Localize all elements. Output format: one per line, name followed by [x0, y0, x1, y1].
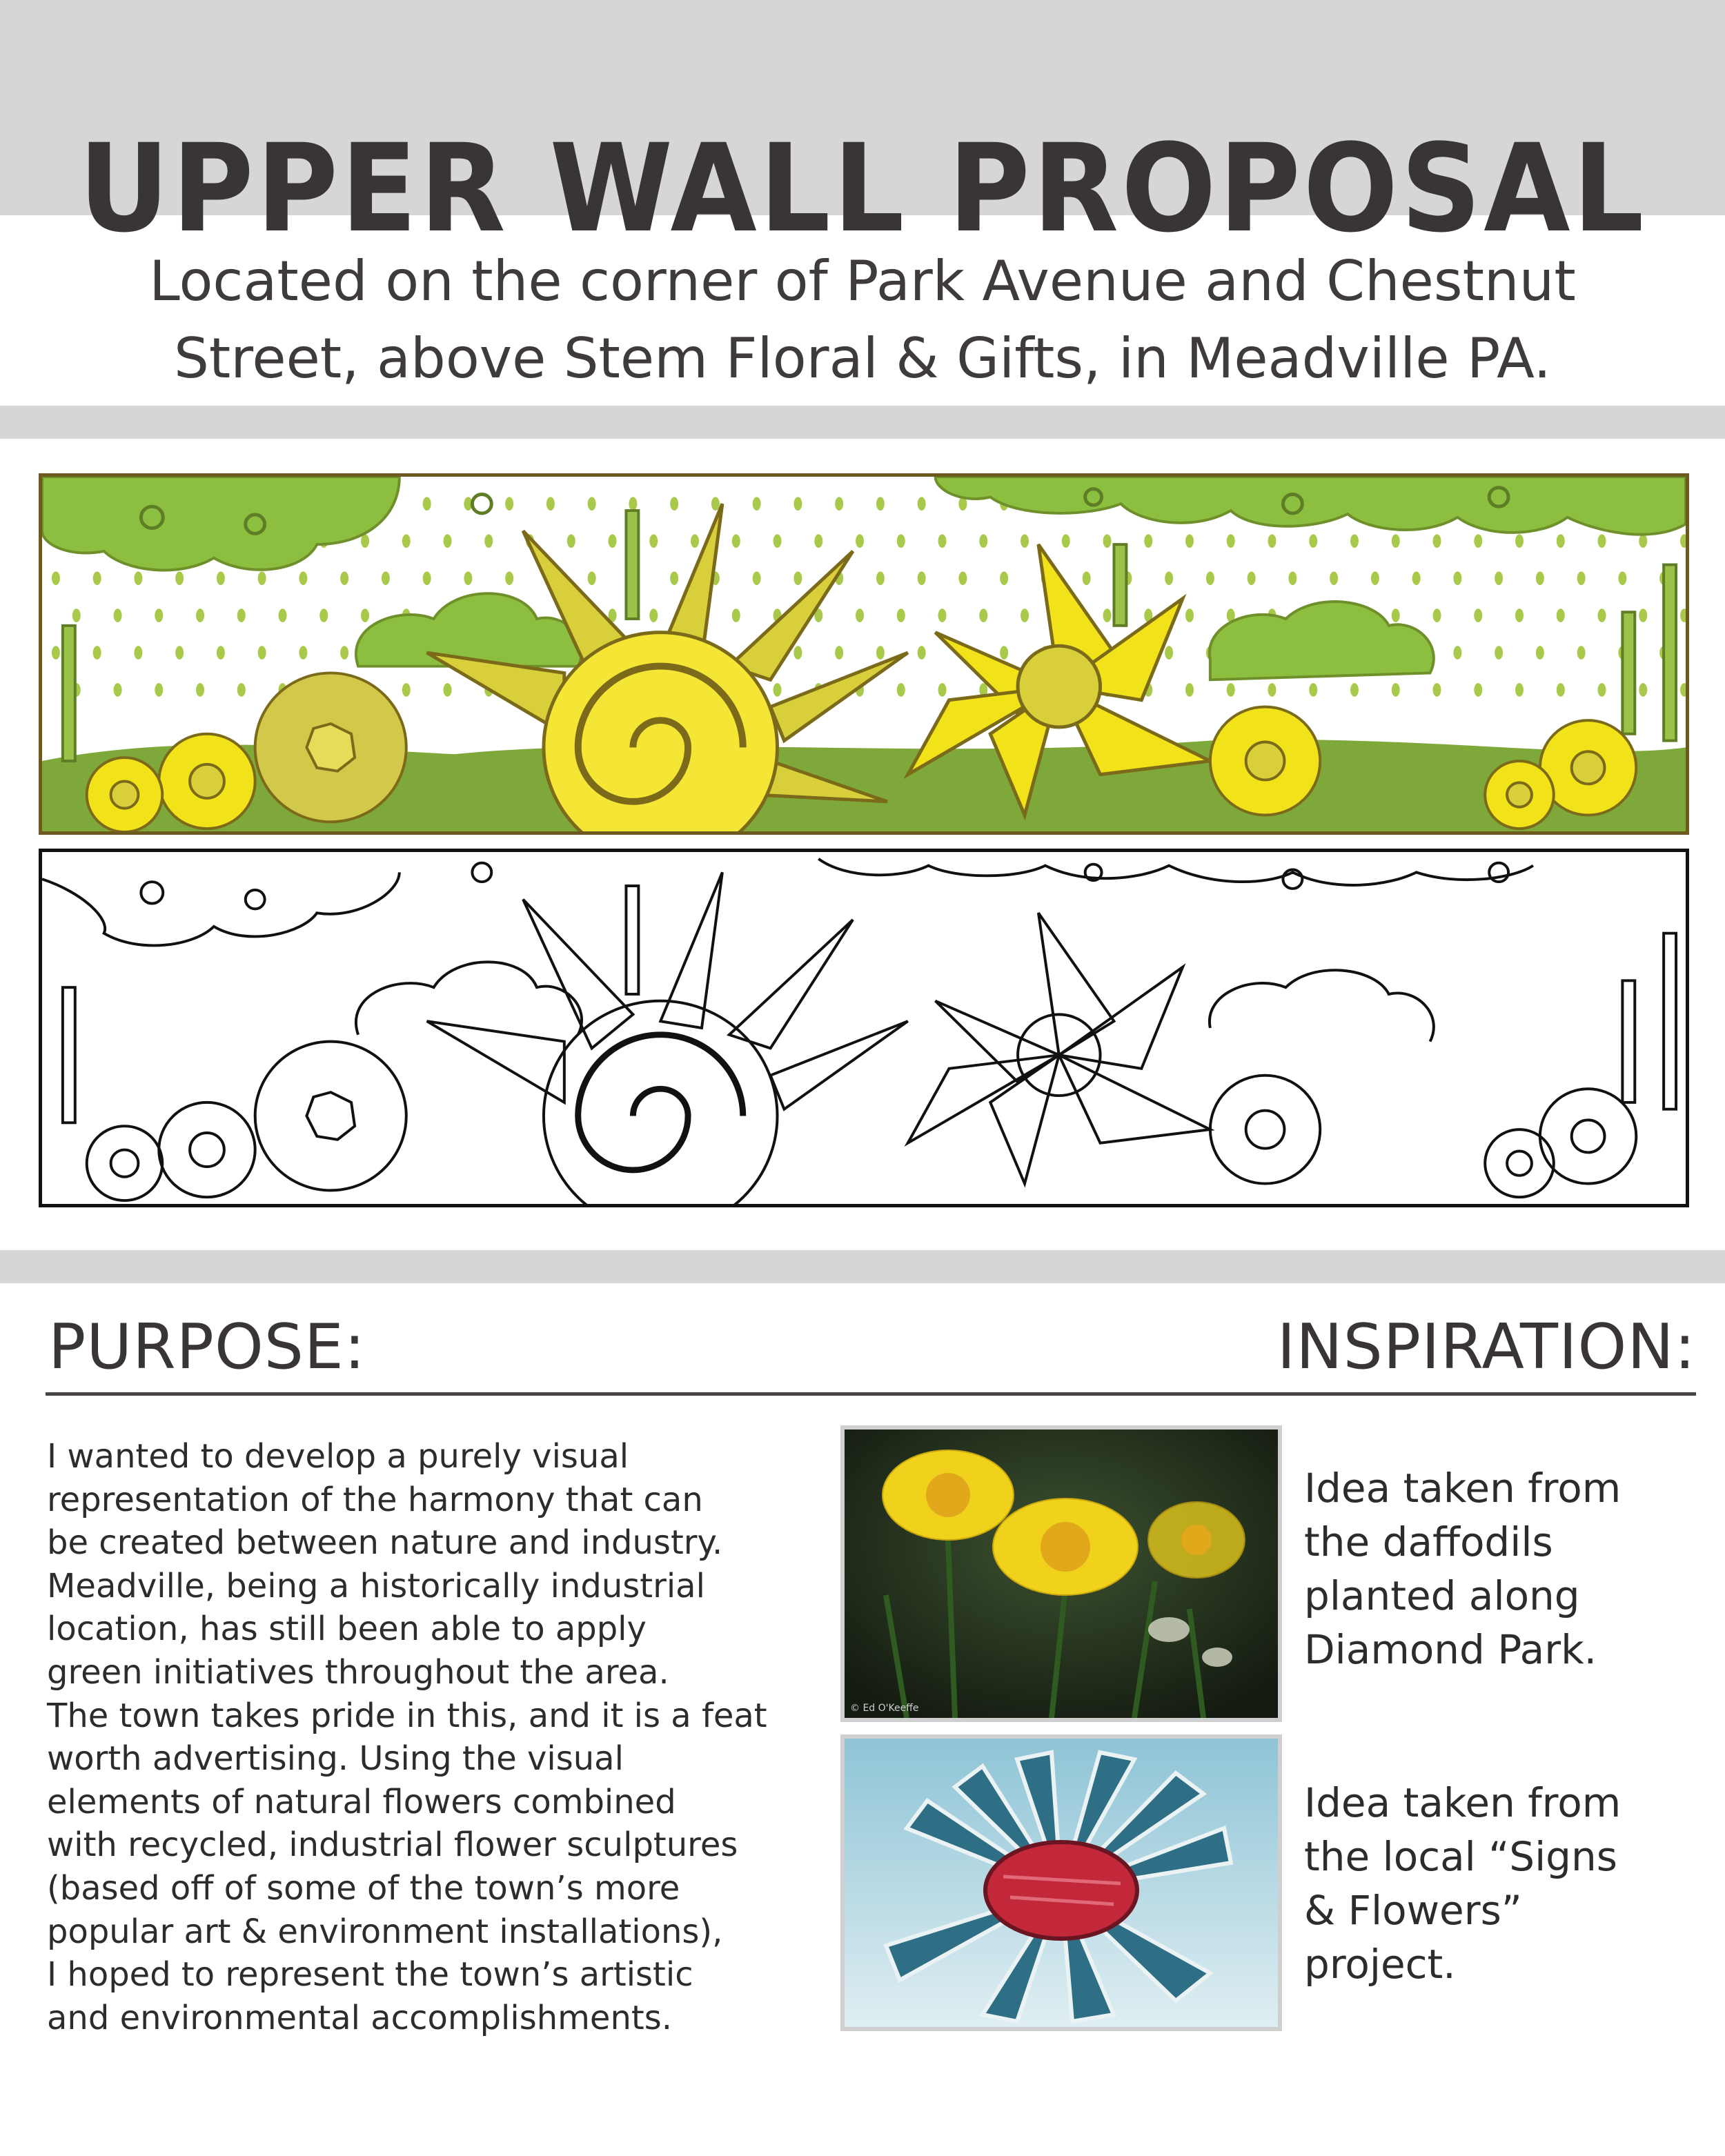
purpose-paragraph: I wanted to develop a purely visual representation of the harmony that can be created between nature and industry. Meadville, being a historically industrial location, has still been able to apply green initiatives throughout the area. The town takes pride in this, and it is a feat worth advertising. Using the visual elements of natural flowers combined with recycled, industrial flower sculptures (based off of some of the town’s more popular art & environment installations), I hoped to represent the town’s artistic and environmental accomplishments.	[47, 1437, 767, 2037]
rain-drop	[237, 609, 246, 622]
rain-drop	[938, 683, 947, 697]
rain-drop	[691, 534, 699, 548]
rain-drop	[1185, 609, 1194, 622]
rain-drop	[155, 609, 163, 622]
rain-drop	[1185, 683, 1194, 697]
rain-drop	[505, 497, 513, 511]
location-text: Located on the corner of Park Avenue and Chestnut Street, above Stem Floral & Gifts, in Meadville PA.	[149, 249, 1576, 390]
rain-drop	[670, 571, 678, 585]
rain-drop	[175, 646, 184, 660]
rain-drop	[402, 534, 411, 548]
rain-drop	[464, 571, 472, 585]
rain-drop	[1330, 571, 1338, 585]
heading-divider	[46, 1392, 1696, 1396]
page-title: UPPER WALL PROPOSAL	[78, 118, 1647, 260]
rain-drop	[876, 571, 885, 585]
rain-drop	[196, 609, 204, 622]
rain-drop	[361, 609, 369, 622]
signs-flowers-photo	[840, 1734, 1282, 2031]
rain-drop	[505, 571, 513, 585]
rain-drop	[567, 534, 575, 548]
separator-band	[0, 1250, 1725, 1283]
daffodils-photo	[840, 1425, 1282, 1722]
rain-drop	[1557, 609, 1565, 622]
rain-drop	[134, 646, 142, 660]
inspiration-caption-daffodils: Idea taken from the daffodils planted along Diamond Park.	[1304, 1465, 1621, 1673]
rain-drop	[114, 609, 122, 622]
rain-drop	[670, 497, 678, 511]
mural-color-illustration	[42, 477, 1686, 831]
rain-drop	[1453, 571, 1461, 585]
rain-drop	[979, 609, 987, 622]
rain-drop	[1144, 534, 1152, 548]
rain-drop	[1392, 683, 1400, 697]
rain-drop	[1495, 571, 1503, 585]
rain-drop	[1598, 683, 1606, 697]
rain-drop	[1000, 646, 1008, 660]
rain-drop	[1453, 646, 1461, 660]
rain-drop	[711, 497, 720, 511]
mural-outline-version	[39, 849, 1689, 1207]
mural-outline-illustration	[42, 852, 1686, 1204]
rain-drop	[793, 497, 802, 511]
rain-drop	[1268, 534, 1276, 548]
rain-drop	[1021, 609, 1029, 622]
rain-drop	[1103, 609, 1112, 622]
rain-drop	[423, 497, 431, 511]
rain-drop	[876, 646, 885, 660]
rain-drop	[588, 497, 596, 511]
rain-drop	[1474, 683, 1482, 697]
rain-drop	[588, 571, 596, 585]
rain-drop	[1433, 534, 1441, 548]
rain-drop	[1515, 609, 1524, 622]
rain-drop	[1577, 571, 1586, 585]
rain-drop	[1248, 571, 1256, 585]
rain-drop	[1433, 609, 1441, 622]
mural-color-version	[39, 473, 1689, 835]
rain-drop	[114, 683, 122, 697]
rain-drop	[938, 609, 947, 622]
rain-drop	[1412, 571, 1421, 585]
rain-drop	[1639, 683, 1647, 697]
rain-drop	[134, 571, 142, 585]
rain-drop	[1350, 683, 1359, 697]
inspiration-caption-signs-flowers: Idea taken from the local “Signs & Flowers” project.	[1304, 1779, 1621, 1988]
rain-drop	[1536, 571, 1544, 585]
rain-drop	[1515, 534, 1524, 548]
rain-drop	[340, 571, 348, 585]
rain-drop	[217, 646, 225, 660]
rain-drop	[279, 609, 287, 622]
rain-drop	[217, 571, 225, 585]
rain-drop	[609, 534, 617, 548]
rain-drop	[196, 683, 204, 697]
rain-drop	[835, 646, 843, 660]
rain-drop	[1309, 683, 1317, 697]
rain-drop	[155, 683, 163, 697]
rain-drop	[1309, 534, 1317, 548]
rain-drop	[546, 497, 555, 511]
rain-drop	[649, 534, 658, 548]
rain-drop	[856, 534, 864, 548]
rain-drop	[52, 646, 60, 660]
rain-drop	[649, 609, 658, 622]
rain-drop	[1474, 534, 1482, 548]
rain-drop	[1185, 534, 1194, 548]
rain-drop	[52, 571, 60, 585]
rain-drop	[876, 497, 885, 511]
rain-drop	[773, 534, 782, 548]
rain-drop	[1021, 534, 1029, 548]
rain-drop	[423, 571, 431, 585]
rain-drop	[793, 646, 802, 660]
daffodils-photo-image	[845, 1430, 1278, 1718]
signs-flowers-photo-image	[845, 1739, 1278, 2027]
rain-drop	[1206, 571, 1214, 585]
rain-drop	[1268, 683, 1276, 697]
rain-drop	[1557, 683, 1565, 697]
rain-drop	[835, 497, 843, 511]
rain-drop	[1495, 646, 1503, 660]
rain-drop	[793, 571, 802, 585]
rain-drop	[938, 534, 947, 548]
rain-drop	[237, 683, 246, 697]
rain-drop	[258, 571, 266, 585]
rain-drop	[1371, 571, 1379, 585]
rain-drop	[753, 497, 761, 511]
rain-drop	[1083, 571, 1091, 585]
rain-drop	[1227, 683, 1235, 697]
purpose-heading: PURPOSE:	[48, 1311, 366, 1383]
rain-drop	[1598, 534, 1606, 548]
rain-drop	[299, 571, 307, 585]
rain-drop	[340, 646, 348, 660]
rain-drop	[918, 497, 926, 511]
rain-drop	[1288, 571, 1297, 585]
rain-drop	[93, 646, 101, 660]
rain-drop	[1165, 646, 1173, 660]
rain-drop	[732, 534, 740, 548]
rain-drop	[1000, 571, 1008, 585]
separator-band	[0, 406, 1725, 439]
rain-drop	[1392, 534, 1400, 548]
rain-drop	[1433, 683, 1441, 697]
rain-drop	[1392, 609, 1400, 622]
rain-drop	[1165, 571, 1173, 585]
rain-drop	[1062, 534, 1070, 548]
inspiration-heading: INSPIRATION:	[1276, 1311, 1696, 1383]
rain-drop	[1598, 609, 1606, 622]
rain-drop	[814, 534, 822, 548]
rain-drop	[1557, 534, 1565, 548]
rain-drop	[1618, 571, 1626, 585]
rain-drop	[444, 683, 452, 697]
rain-drop	[897, 609, 905, 622]
rain-drop	[402, 683, 411, 697]
rain-drop	[958, 571, 967, 585]
rain-drop	[93, 571, 101, 585]
rain-drop	[753, 571, 761, 585]
rain-drop	[897, 683, 905, 697]
rain-drop	[1227, 534, 1235, 548]
rain-drop	[773, 683, 782, 697]
rain-drop	[918, 571, 926, 585]
rain-drop	[299, 646, 307, 660]
rain-drop	[1536, 646, 1544, 660]
rain-drop	[72, 609, 81, 622]
photo-credit: © Ed O'Keeffe	[850, 1703, 919, 1714]
rain-drop	[382, 571, 390, 585]
rain-drop	[1577, 646, 1586, 660]
rain-drop	[444, 534, 452, 548]
rain-drop	[319, 609, 328, 622]
rain-drop	[979, 534, 987, 548]
rain-drop	[1515, 683, 1524, 697]
rain-drop	[897, 534, 905, 548]
rain-drop	[732, 609, 740, 622]
rain-drop	[258, 646, 266, 660]
rain-drop	[1350, 534, 1359, 548]
rain-drop	[1474, 609, 1482, 622]
rain-drop	[1639, 534, 1647, 548]
rain-drop	[175, 571, 184, 585]
rain-drop	[1103, 534, 1112, 548]
rain-drop	[918, 646, 926, 660]
rain-drop	[1639, 609, 1647, 622]
rain-drop	[856, 609, 864, 622]
rain-drop	[629, 497, 637, 511]
rain-drop	[484, 534, 493, 548]
